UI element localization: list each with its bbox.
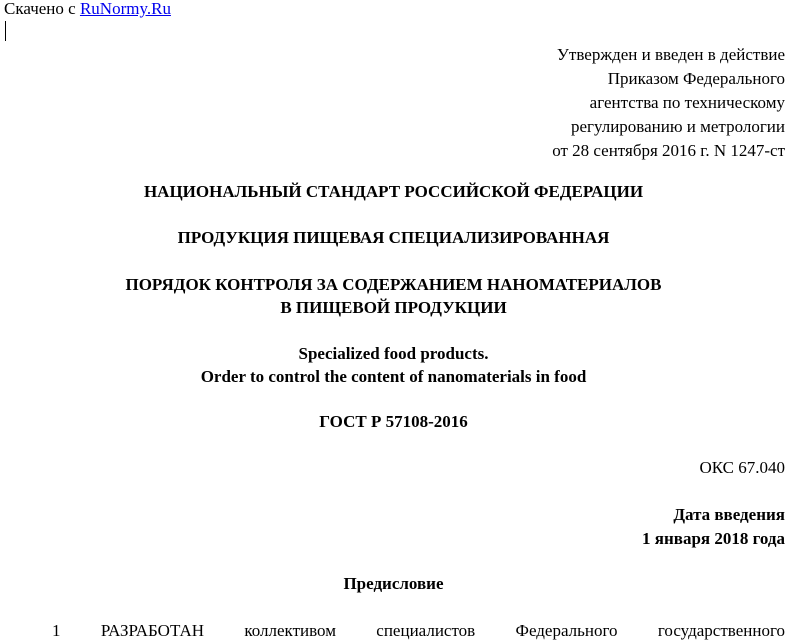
approval-line-4: регулированию и метрологии [570, 117, 785, 136]
source-line [4, 0, 171, 19]
document-title-line-1: ПОРЯДОК КОНТРОЛЯ ЗА СОДЕРЖАНИЕМ НАНОМАТЕРИАЛОВ [125, 275, 662, 294]
national-standard-heading: НАЦИОНАЛЬНЫЙ СТАНДАРТ РОССИЙСКОЙ ФЕДЕРАЦИИ [143, 182, 644, 201]
introduction-date-value: 1 января 2018 года [642, 529, 785, 548]
gost-number: ГОСТ Р 57108-2016 [319, 412, 468, 431]
oks-code: ОКС 67.040 [699, 458, 785, 477]
product-group-heading: ПРОДУКЦИЯ ПИЩЕВАЯ СПЕЦИАЛИЗИРОВАННАЯ [177, 228, 610, 247]
english-title-line-2: Order to control the content of nanomaterials in food [200, 367, 587, 386]
approval-line-2: Приказом Федерального [607, 69, 785, 88]
foreword-item-1: 1 РАЗРАБОТАН коллективом специалистов Федерального государственного [52, 621, 785, 640]
source-prefix: Скачено с [4, 0, 80, 18]
approval-block [552, 43, 785, 163]
introduction-date-block [642, 503, 785, 551]
document-title-line-2: В ПИЩЕВОЙ ПРОДУКЦИИ [280, 298, 507, 317]
foreword-heading: Предисловие [343, 574, 444, 593]
text-caret [5, 21, 6, 41]
document-title [0, 273, 787, 319]
introduction-date-label: Дата введения [673, 505, 785, 524]
approval-line-5: от 28 сентября 2016 г. N 1247-ст [552, 141, 785, 160]
english-title [0, 342, 787, 388]
english-title-line-1: Specialized food products. [298, 344, 489, 363]
approval-line-1: Утвержден и введен в действие [556, 45, 785, 64]
runormy-link[interactable]: RuNormy.Ru [79, 0, 171, 18]
approval-line-3: агентства по техническому [589, 93, 785, 112]
